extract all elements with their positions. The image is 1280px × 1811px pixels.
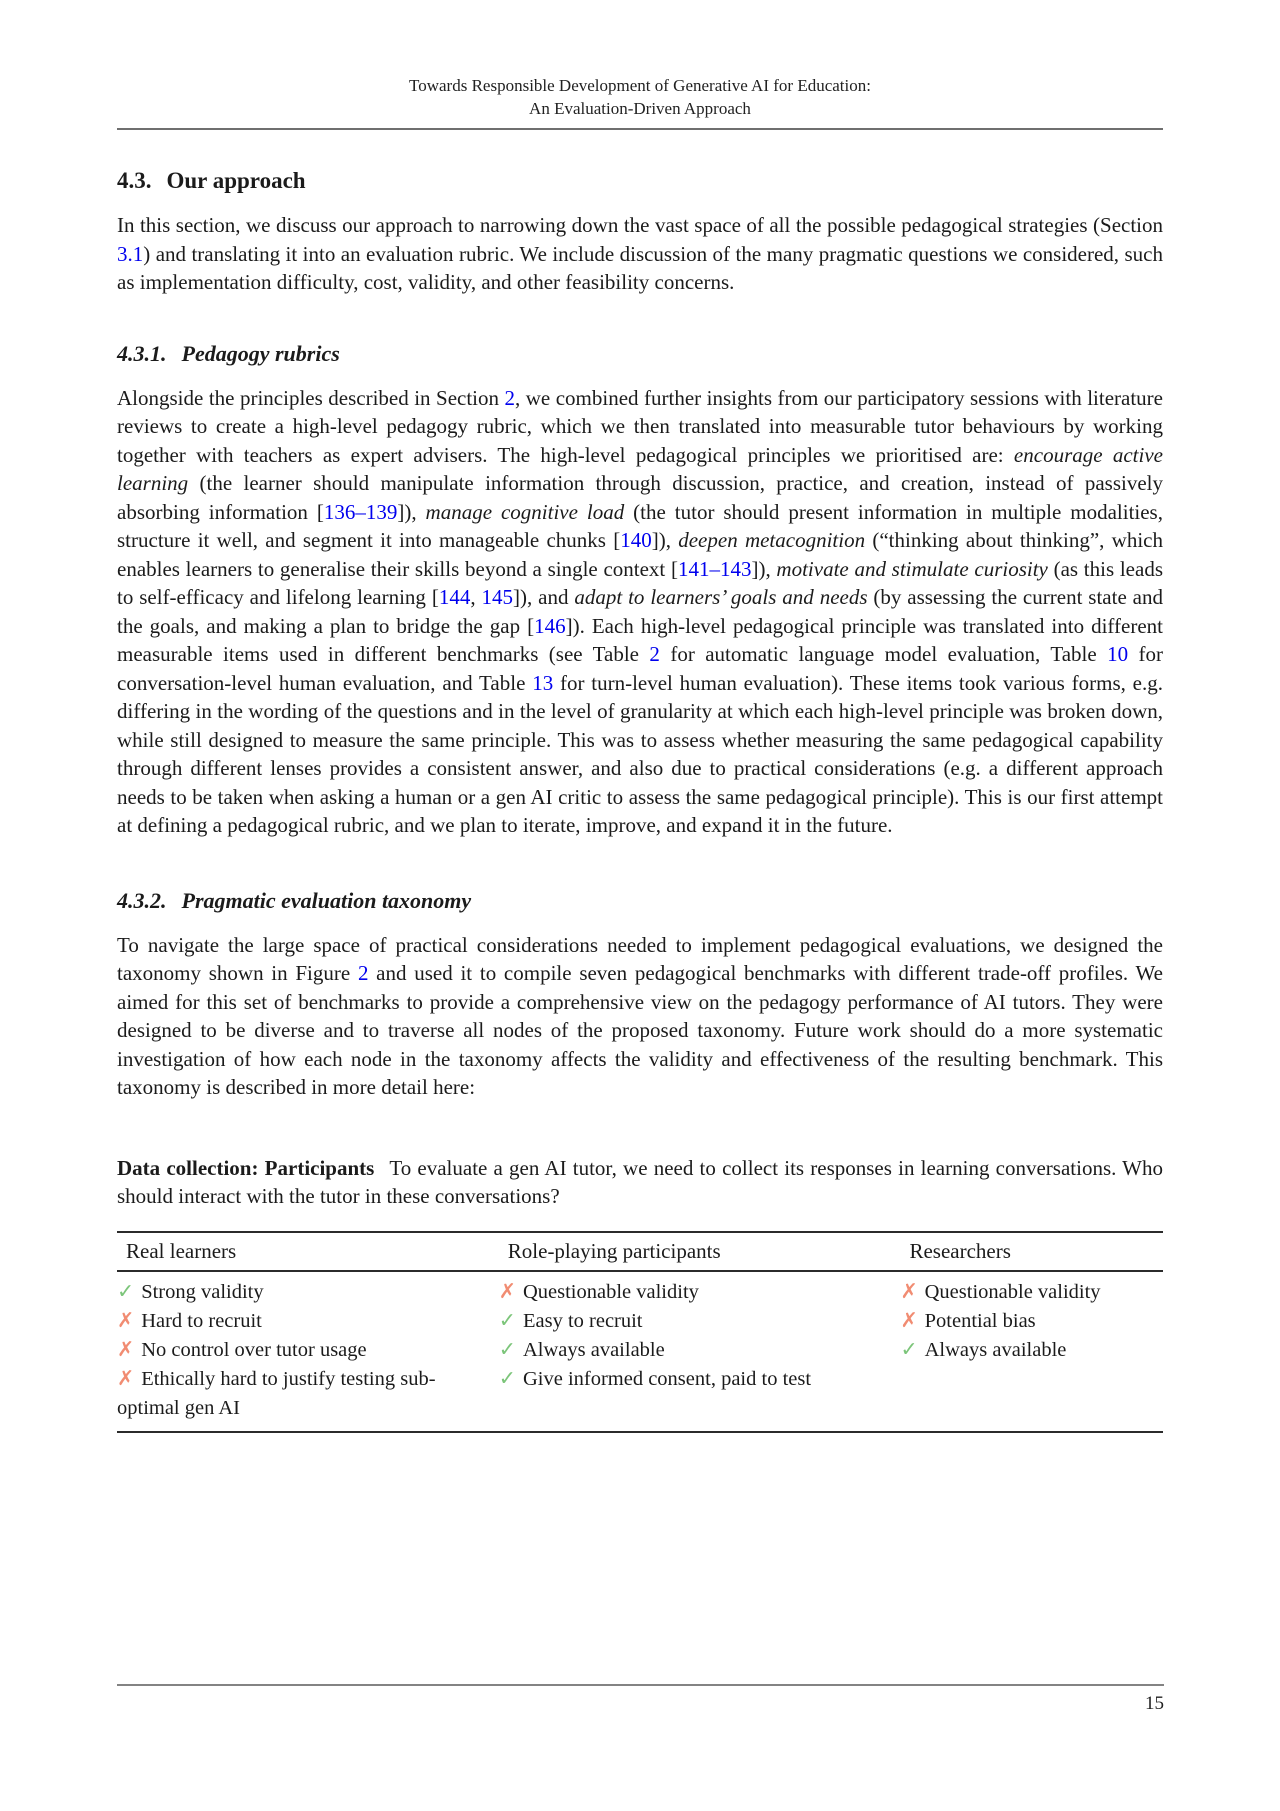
section-number: 4.3. — [117, 168, 152, 193]
text-segment: ]), and — [512, 585, 575, 609]
table-header-role-playing: Role-playing participants — [499, 1232, 901, 1271]
text-segment: To navigate the large space of practical considerations needed to implement pedagogical evaluations, we designed the taxonomy shown in Figure — [117, 932, 1163, 985]
table-column-researchers — [900, 1271, 1163, 1432]
running-header — [117, 74, 1163, 130]
text-segment: In this section, we discuss our approach to narrowing down the vast space of all the possible pedagogical strategies (Section — [117, 213, 1163, 237]
table-item — [117, 1365, 491, 1423]
cross-icon: ✗ — [117, 1338, 135, 1361]
section-heading-4-3 — [117, 166, 1163, 196]
text-segment: ]), — [651, 528, 679, 552]
subsection-heading-4-3-1 — [117, 339, 1163, 369]
table-item-text: Strong validity — [141, 1280, 264, 1303]
page-number: 15 — [1145, 1693, 1164, 1714]
text-segment: for turn-level human evaluation). These items took various forms, e.g. differing in the wording of the questions and in the level of granularity at which each high-level principle was broken down, while still designed to measure the same principle. This was to assess whether measuring the same pedagogical capability through different lenses provides a consistent answer, and also due to practical considerations (e.g. a different approach needs to be taken when asking a human or a gen AI critic to assess the same pedagogical principle). This is our first attempt at defining a pedagogical rubric, and we plan to iterate, improve, and expand it in the future. — [117, 670, 1163, 837]
cross-icon: ✗ — [498, 1280, 516, 1303]
subsection-title: Pedagogy rubrics — [181, 340, 340, 366]
ref-link[interactable]: 2 — [504, 385, 516, 410]
table-header-real-learners: Real learners — [117, 1232, 499, 1271]
header-rule — [117, 128, 1163, 130]
subsection-number: 4.3.2. — [117, 887, 167, 913]
text-segment: (“thinking about thinking”, which enables learners to generalise their skills beyond a single context [ — [117, 528, 1163, 581]
text-segment: ]). Each high-level pedagogical principle was translated into different measurable items used in different benchmarks (see Table — [117, 613, 1163, 666]
section-title: Our approach — [166, 168, 306, 193]
table-item — [499, 1307, 893, 1336]
text-segment: (the tutor should present information in multiple modalities, structure it well, and segment it into manageable chunks [ — [117, 499, 1163, 552]
run-in-heading: Data collection: Participants — [117, 1155, 375, 1180]
subsection-number: 4.3.1. — [117, 340, 167, 366]
table-item-text: Potential bias — [924, 1309, 1036, 1332]
check-icon: ✓ — [498, 1309, 516, 1332]
table-item — [900, 1336, 1155, 1365]
table-item — [900, 1307, 1155, 1336]
text-segment: for conversation-level human evaluation, and Table — [117, 642, 1163, 695]
participants-table — [117, 1231, 1163, 1433]
subsection-title: Pragmatic evaluation taxonomy — [181, 887, 472, 913]
table-item — [117, 1307, 491, 1336]
text-segment: ]), — [397, 499, 426, 524]
table-item-text: Questionable validity — [522, 1280, 699, 1303]
ref-link[interactable]: 2 — [357, 961, 369, 985]
footer-rule — [117, 1684, 1164, 1686]
ref-link[interactable]: 13 — [532, 670, 554, 695]
text-segment: motivate and stimulate curiosity — [776, 556, 1048, 581]
running-header-line-2: An Evaluation-Driven Approach — [529, 99, 751, 118]
text-segment: , we combined further insights from our participatory sessions with literature reviews to create a high-level pedagogy rubric, which we then translated into measurable tutor behaviours by working together with teachers as expert advisers. The high-level pedagogical principles we prioritised are: — [117, 385, 1163, 467]
text-segment: (the learner should manipulate information through discussion, practice, and creation, instead of passively absorbing information [ — [117, 471, 1163, 524]
paragraph-pedagogy-rubrics — [117, 384, 1163, 840]
ref-link[interactable]: 136–139 — [323, 499, 398, 524]
check-icon: ✓ — [900, 1338, 918, 1361]
ref-link[interactable]: 2 — [649, 642, 660, 666]
cross-icon: ✗ — [117, 1309, 135, 1332]
ref-link[interactable]: 141–143 — [677, 556, 752, 581]
table-column-real-learners — [117, 1271, 499, 1432]
table-item — [499, 1278, 893, 1307]
table-item — [499, 1365, 893, 1394]
text-segment: (as this leads to self-efficacy and lifelong learning [ — [117, 556, 1163, 609]
table-item-text: Easy to recruit — [522, 1309, 643, 1332]
table-item-text: Questionable validity — [924, 1280, 1101, 1303]
text-segment: To evaluate a gen AI tutor, we need to collect its responses in learning conversations. Who should interact with the tutor in these conversations? — [117, 1155, 1163, 1208]
table-item — [499, 1336, 893, 1365]
ref-link[interactable]: 145 — [481, 585, 513, 609]
table-item-text: Ethically hard to justify testing sub-optimal gen AI — [117, 1367, 436, 1419]
table-column-role-playing — [499, 1271, 901, 1432]
table-item — [117, 1278, 491, 1307]
cross-icon: ✗ — [117, 1367, 135, 1390]
text-segment: Alongside the principles described in Section — [117, 385, 505, 410]
paragraph-pragmatic-taxonomy — [117, 931, 1163, 1102]
paragraph-data-collection — [117, 1154, 1163, 1211]
table-item-text: No control over tutor usage — [141, 1338, 367, 1361]
text-segment: for automatic language model evaluation, Table — [659, 642, 1108, 666]
check-icon: ✓ — [498, 1367, 516, 1390]
ref-link[interactable]: 3.1 — [117, 241, 144, 266]
check-icon: ✓ — [498, 1338, 516, 1361]
cross-icon: ✗ — [900, 1280, 918, 1303]
table-header-row — [117, 1232, 1163, 1271]
table-item-text: Hard to recruit — [141, 1309, 262, 1332]
check-icon: ✓ — [117, 1280, 135, 1303]
running-header-line-1: Towards Responsible Development of Generative AI for Education: — [409, 76, 871, 95]
text-segment: deepen metacognition — [678, 528, 866, 552]
text-segment: adapt to learners’ goals and needs — [574, 585, 868, 609]
table-item-text: Give informed consent, paid to test — [522, 1367, 812, 1390]
cross-icon: ✗ — [900, 1309, 918, 1332]
table-header-researchers: Researchers — [900, 1232, 1163, 1271]
table-item — [117, 1336, 491, 1365]
text-segment: ]), — [751, 556, 777, 581]
page-footer — [117, 1684, 1164, 1715]
text-segment: and used it to compile seven pedagogical benchmarks with different trade-off profiles. We aimed for this set of benchmarks to provide a comprehensive view on the pedagogy performance of AI tutors. They were designed to be diverse and to traverse all nodes of the proposed taxonomy. Future work should do a more systematic investigation of how each node in the taxonomy affects the validity and effectiveness of the resulting benchmark. This taxonomy is described in more detail here: — [117, 961, 1163, 1099]
text-segment: manage cognitive load — [425, 499, 625, 524]
text-segment: (by assessing the current state and the goals, and making a plan to bridge the gap [ — [117, 585, 1164, 638]
ref-link[interactable]: 140 — [620, 528, 652, 552]
paragraph-our-approach — [117, 211, 1163, 297]
table-item — [900, 1278, 1155, 1307]
ref-link[interactable]: 144 — [438, 585, 471, 609]
ref-link[interactable]: 146 — [534, 613, 566, 638]
subsection-heading-4-3-2 — [117, 886, 1163, 916]
text-segment: , — [470, 585, 482, 609]
text-segment: encourage active learning — [117, 442, 1163, 495]
table-item-text: Always available — [924, 1338, 1067, 1361]
table-body-row — [117, 1271, 1163, 1432]
table-item-text: Always available — [522, 1338, 665, 1361]
ref-link[interactable]: 10 — [1107, 642, 1129, 666]
text-segment: ) and translating it into an evaluation rubric. We include discussion of the many pragmatic questions we considered, such as implementation difficulty, cost, validity, and other feasibility concerns. — [117, 241, 1163, 294]
